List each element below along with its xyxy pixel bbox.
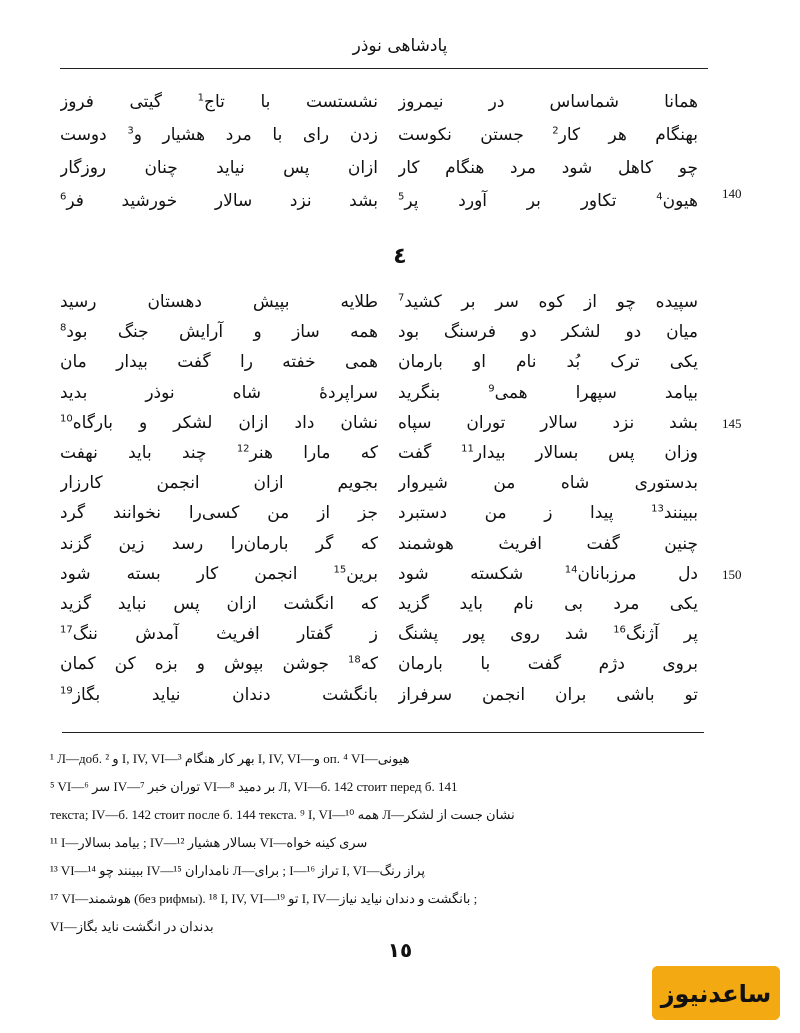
footnote-marker: 10: [60, 413, 73, 425]
verse-hemistich: [60, 379, 378, 408]
verse-text: شکسته شود: [398, 563, 565, 584]
verse-text: بنگرید: [398, 382, 489, 403]
verse-hemistich: [60, 409, 378, 438]
footnote-marker: 13: [651, 503, 664, 515]
verse-hemistich: [398, 681, 698, 710]
footnote-marker: 15: [333, 564, 347, 576]
footnote-marker: 14: [564, 564, 578, 576]
verse-hemistich: [398, 530, 698, 559]
verse-text: تو باشی بران انجمن سرفراز: [398, 684, 698, 705]
footnote-line: VI—بدندان در انگشت ناید بگاز: [50, 919, 214, 934]
footnote-marker: 17: [60, 624, 73, 636]
verse-text: که انگشت ازان پس نباید گزید: [60, 594, 378, 614]
line-number: 145: [722, 416, 742, 431]
verse-text: برین: [346, 563, 378, 584]
verse-text: همانا شماساس در نیمروز: [398, 92, 698, 112]
verse-text: دل مرزبانان: [577, 563, 698, 584]
footnote-marker: 3: [127, 125, 134, 137]
verse-text: هیون: [662, 191, 698, 211]
verse-hemistich: [398, 187, 698, 216]
verse-hemistich: [60, 187, 378, 216]
verse-text: بانگشت دندان نیاید بگاز: [72, 684, 378, 705]
verse-hemistich: [60, 154, 378, 183]
verse-text: وزان پس بسالار بیدار: [473, 443, 698, 463]
verse-text: بروی دژم گفت با بارمان: [398, 654, 698, 675]
footnote-marker: 6: [60, 191, 67, 203]
footnote-marker: 5: [398, 191, 405, 203]
footnote-line: текста; IV—б. 142 стоит после б. 144 текста. ⁹ I, VI—همه ¹⁰ Л—نشان جست از لشکر: [50, 807, 515, 822]
footnote-marker: 2: [552, 125, 559, 137]
verse-hemistich: [398, 439, 698, 468]
verse-text: چند باید نهفت: [60, 443, 237, 463]
verse-text: دوست: [60, 125, 128, 145]
footnote-marker: 4: [656, 191, 663, 203]
verse-hemistich: [60, 88, 378, 117]
verse-text: یکی مرد بی نام باید گزید: [398, 594, 698, 614]
verse-text: شد روی پور پشنگ: [398, 624, 614, 645]
verse-text: بهنگام هر کار: [558, 125, 698, 145]
header-rule: [60, 68, 708, 69]
footnote-rule: [62, 732, 704, 733]
page-title: پادشاهی نوذر: [352, 36, 448, 56]
verse-text: بیامد سپهرا همی: [494, 382, 698, 403]
verse-text: تکاور بر آورد پر: [404, 191, 657, 211]
footnote-marker: 18: [348, 654, 361, 666]
verse-text: نشان داد ازان لشکر و بارگاه: [72, 412, 378, 433]
verse-text: طلایه بپیش دهستان رسید: [60, 292, 378, 312]
footnote-marker: 9: [488, 382, 495, 394]
verse-hemistich: [398, 469, 698, 498]
verse-text: چو کاهل شود مرد هنگام کار: [398, 158, 698, 178]
verse-text: بشد نزد سالار توران سپاه: [398, 412, 698, 433]
verse-hemistich: [398, 379, 698, 408]
verse-text: یکی ترک بُد نام او بارمان: [398, 352, 698, 373]
footnote-line: ¹ Л—доб. و ² I, IV, VI—بهر کار هنگام ³ I, IV, VI—و оп. ⁴ VI—هیونی: [50, 751, 410, 766]
verse-text: ببینند: [663, 503, 698, 524]
verse-hemistich: [398, 499, 698, 528]
verse-hemistich: [398, 318, 698, 347]
verse-text: میان دو لشکر دو فرسنگ بود: [398, 322, 698, 343]
verse-text: که گر بارمان‌را رسد زین گزند: [60, 533, 378, 554]
verse-text: زدن رای با مرد هشیار و: [133, 125, 378, 145]
verse-text: همی خفته را گفت بیدار مان: [60, 352, 378, 373]
footnote-line: ¹⁷ VI—هوشمند (без рифмы). ¹⁸ I, IV, VI—تو ¹⁹ I, IV—بانگشت و دندان نیاید نیاز ;: [50, 891, 478, 906]
verse-text: پر آژنگ: [625, 624, 698, 645]
verse-text: چنین گفت افریث هوشمند: [398, 533, 698, 554]
verse-hemistich: [398, 348, 698, 377]
verse-text: سراپردهٔ شاه نوذر بدید: [60, 382, 378, 403]
verse-hemistich: [398, 409, 698, 438]
verse-hemistich: [60, 121, 378, 150]
verse-hemistich: [398, 650, 698, 679]
verse-text: جز از من کسی‌را نخوانند گرد: [60, 503, 378, 524]
verse-hemistich: [60, 590, 378, 619]
verse-text: بجویم ازان انجمن کارزار: [60, 473, 378, 494]
verse-text: بشد نزد سالار خورشید فر: [66, 191, 378, 211]
verse-hemistich: [60, 560, 378, 589]
verse-hemistich: [398, 288, 698, 317]
verse-hemistich: [60, 499, 378, 528]
verse-hemistich: [60, 530, 378, 559]
line-number: 140: [722, 186, 742, 201]
verse-text: ازان پس نیاید چنان روزگار: [60, 158, 378, 178]
line-number: 150: [722, 567, 742, 582]
footnote-marker: 11: [461, 443, 474, 455]
verse-text: که مارا هنر: [249, 443, 378, 463]
verse-text: جستن نکوست: [398, 125, 553, 145]
footnote-marker: 1: [197, 92, 204, 104]
verse-hemistich: [60, 288, 378, 317]
footnote-marker: 19: [60, 684, 73, 696]
verse-hemistich: [398, 560, 698, 589]
verse-hemistich: [398, 121, 698, 150]
verse-text: نشستست با تاج: [203, 92, 378, 112]
verse-text: جوشن بپوش و بزه کن کمان: [60, 654, 349, 675]
footnote-marker: 8: [60, 322, 67, 334]
verse-hemistich: [60, 650, 378, 679]
verse-hemistich: [60, 439, 378, 468]
footnote-marker: 12: [236, 443, 250, 455]
verse-hemistich: [60, 318, 378, 347]
verse-text: همه ساز و آرایش جنگ بود: [66, 322, 378, 343]
verse-hemistich: [398, 590, 698, 619]
verse-text: ز گفتار افریث آمدش ننگ: [72, 624, 378, 645]
footnote-marker: 7: [398, 292, 405, 304]
verse-hemistich: [398, 620, 698, 649]
section-number: ٤: [393, 244, 407, 269]
footnote-line: ¹¹ I—بیامد بسالار ; IV—بسالار هشیار ¹² VI—سری کینه خواه: [50, 835, 368, 850]
verse-text: بدستوری شاه من شیروار: [398, 473, 698, 494]
verse-hemistich: [398, 154, 698, 183]
watermark-logo-icon: [652, 966, 780, 1020]
verse-text: گفت: [398, 443, 462, 463]
page-number: ١٥: [387, 938, 413, 962]
verse-hemistich: [60, 620, 378, 649]
svg-text:ساعدنیوز: ساعدنیوز: [660, 980, 772, 1008]
verse-text: پیدا ز من دستبرد: [398, 503, 652, 524]
footnote-marker: 16: [613, 624, 626, 636]
footnote-line: ¹³ VI—ببینند چو ¹⁴ IV—نامداران ¹⁵ Л—برای ; I—تراز ¹⁶ I, VI—پراز رنگ: [50, 863, 425, 878]
verse-text: که: [360, 654, 378, 675]
verse-hemistich: [60, 348, 378, 377]
footnote-line: ⁵ VI—سر ⁶ IV—توران خبر ⁷ VI—بر دمید ⁸ Л, VI—б. 142 стоит перед б. 141: [50, 779, 458, 794]
verse-hemistich: [60, 469, 378, 498]
verse-text: سپیده چو از کوه سر بر کشید: [404, 292, 698, 312]
verse-hemistich: [60, 681, 378, 710]
verse-hemistich: [398, 88, 698, 117]
verse-text: گیتی فروز: [60, 92, 198, 112]
watermark-logo: [652, 966, 780, 1020]
verse-text: انجمن کار بسته شود: [60, 563, 334, 584]
